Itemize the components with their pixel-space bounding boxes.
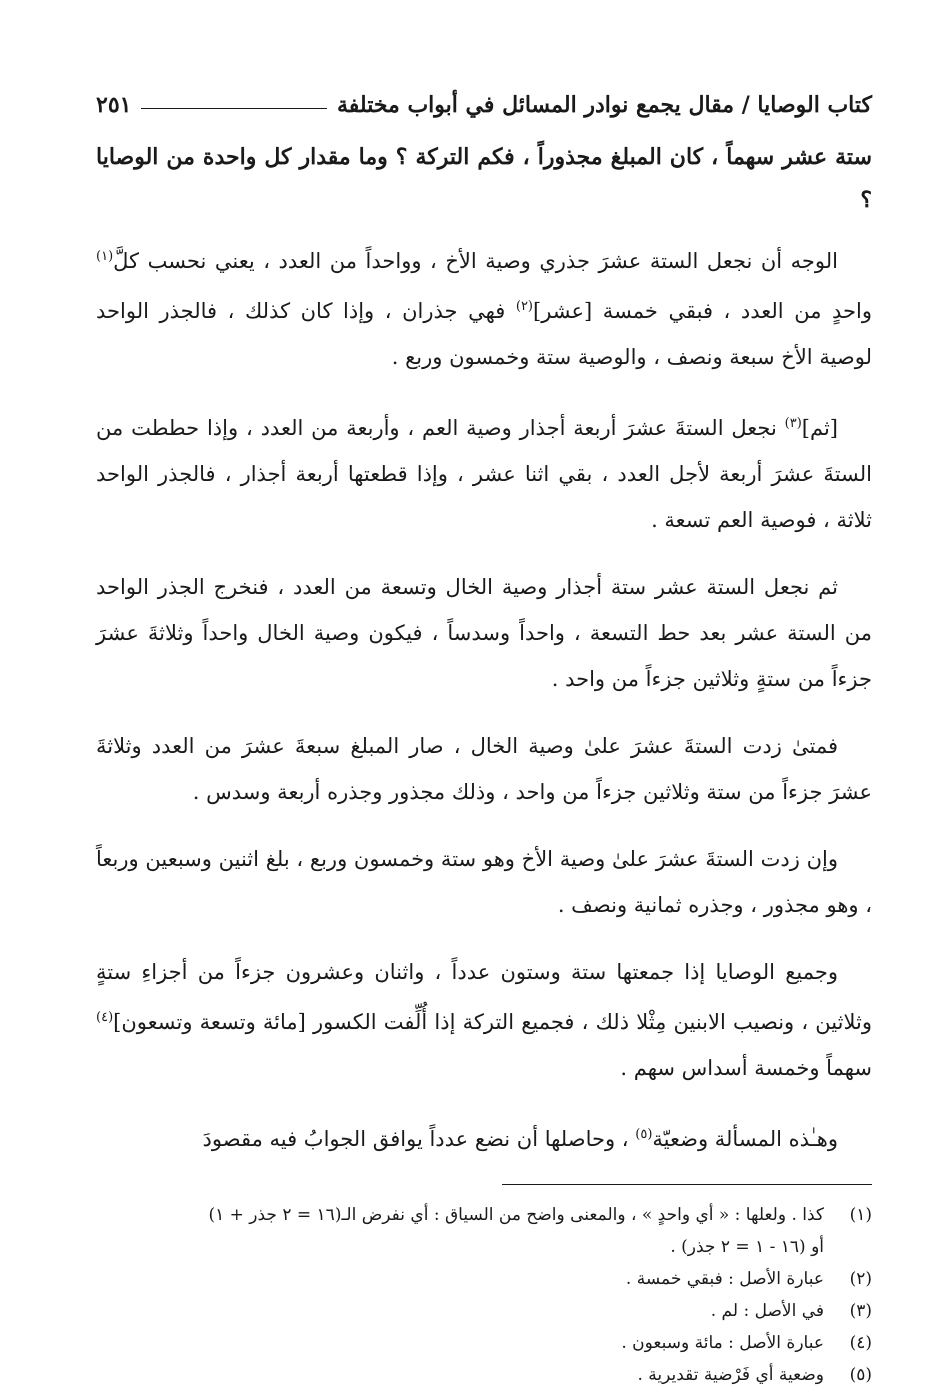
footnote-1: (١) كذا . ولعلها : « أي واحدٍ » ، والمعنى واضح من السياق : أي نفرض الـ(١٦ = ٢ جذر + ١) أو (١٦ - ١ = ٢ جذر) . (208, 1205, 872, 1257)
footnote-4: (٤) عبارة الأصل : مائة وسبعون . (621, 1333, 872, 1353)
footnote-ref-4: (٤) (96, 1010, 114, 1025)
intro-text: ستة عشر سهماً ، كان المبلغ مجذوراً ، فكم التركة ؟ وما مقدار كل واحدة من الوصايا ؟ (96, 144, 872, 213)
paragraph-4: فمتىٰ زدت الستةَ عشرَ علىٰ وصية الخال ، صار المبلغ سبعةَ عشرَ من العدد وثلاثةَ عشرَ جزءاً من ستة وثلاثين جزءاً من واحد ، وذلك مجذور وجذره أربعة وسدس . (96, 734, 872, 804)
header-title: كتاب الوصايا / مقال يجمع نوادر المسائل في أبواب مختلفة (336, 92, 872, 118)
footnote-3: (٣) في الأصل : لم . (710, 1301, 872, 1321)
footnote-separator (502, 1184, 872, 1185)
footnote-ref-5: (٥) (635, 1127, 653, 1142)
footnotes (96, 1199, 872, 1391)
running-header (96, 80, 872, 130)
footnote-2: (٢) عبارة الأصل : فبقي خمسة . (625, 1269, 872, 1289)
paragraph-1: الوجه أن نجعل الستة عشرَ جذري وصية الأخ ، وواحداً من العدد ، يعني نحسب كلَّ$^{(١)}$ واحدٍ من العدد ، فبقي خمسة [عشر]$^{(٢)}$ فهي جذران ، وإذا كان كذلك ، فالجذر الواحد لوصية الأخ سبعة ونصف ، والوصية ستة وخمسون وربع . (96, 249, 872, 369)
paragraph-2: [ثم]$^{(٣)}$ نجعل الستةَ عشرَ أربعة أجذار وصية العم ، وأربعة من العدد ، وإذا حططت من الستةَ عشرَ أربعة لأجل العدد ، بقي اثنا عشر ، وإذا قطعتها أربعة أجذار ، فالجذر الواحد ثلاثة ، فوصية العم تسعة . (96, 416, 872, 532)
paragraph-5: وإن زدت الستةَ عشرَ علىٰ وصية الأخ وهو ستة وخمسون وربع ، بلغ اثنين وسبعين وربعاً ، وهو مجذور ، وجذره ثمانية ونصف . (96, 847, 872, 917)
paragraph-7: وهـٰذه المسألة وضعيّة$^{(٥)}$ ، وحاصلها أن نضع عدداً يوافق الجوابُ فيه مقصودَ (202, 1127, 838, 1151)
footnote-ref-1: (١) (96, 249, 114, 264)
footnote-5: (٥) وضعية أي فَرْضية تقديرية . (637, 1365, 872, 1385)
book-page (96, 80, 872, 1391)
footnote-ref-3: (٣) (784, 416, 802, 431)
footnote-ref-2: (٢) (515, 299, 533, 314)
header-rule (141, 108, 327, 109)
page-number: ٢٥١ (96, 92, 132, 118)
paragraph-6: وجميع الوصايا إذا جمعتها ستة وستون عدداً ، واثنان وعشرون جزءاً من أجزاءِ ستةٍ وثلاثين ، ونصيب الابنين مِثْلا ذلك ، فجميع التركة إذا أُلِّفت الكسور [مائة وتسعة وتسعون]$^{(٤)}$ سهماً وخمسة أسداس سهم . (96, 960, 872, 1080)
paragraph-3: ثم نجعل الستة عشر ستة أجذار وصية الخال وتسعة من العدد ، فنخرج الجذر الواحد من الستة عشر بعد حط التسعة ، واحداً وسدساً ، فيكون وصية الخال واحداً وثلاثةَ عشرَ جزءاً من ستةٍ وثلاثين جزءاً من واحد . (96, 575, 872, 691)
